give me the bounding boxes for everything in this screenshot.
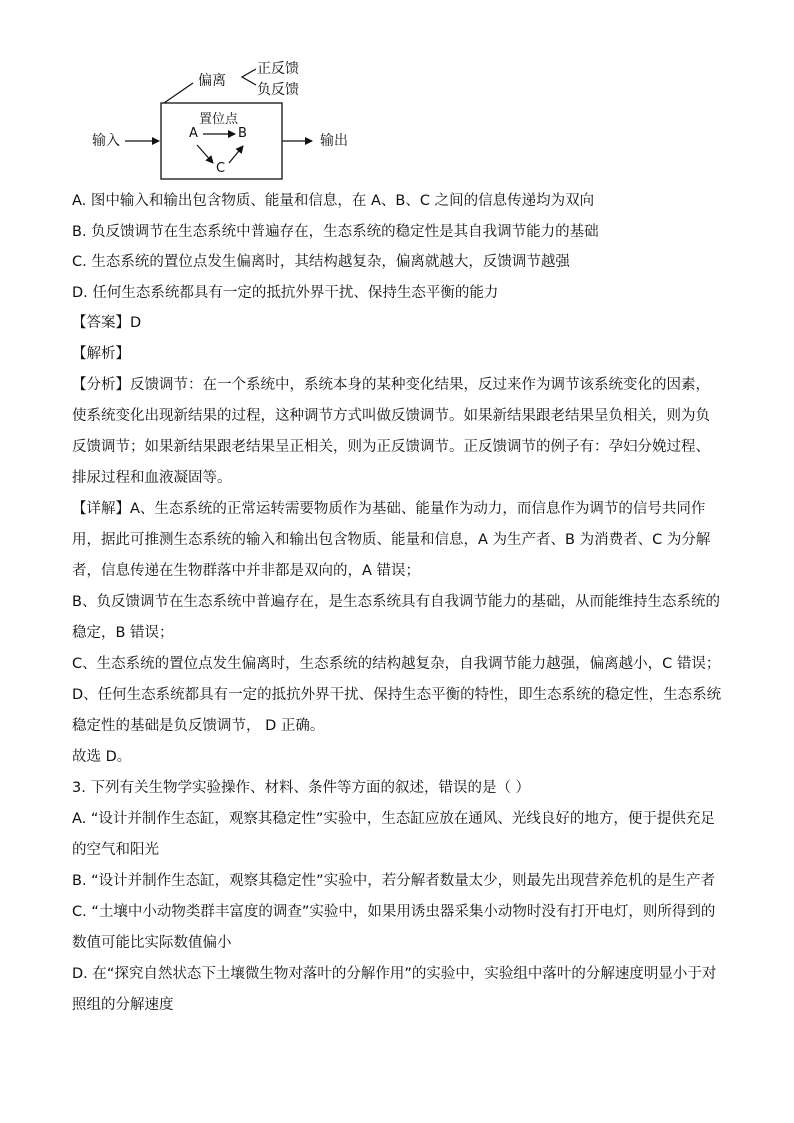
detail-paragraph-b: B、负反馈调节在生态系统中普遍存在，是生态系统具有自我调节能力的基础，从而能维持生态系统的稳定，B 错误； <box>72 593 720 641</box>
answer: 【答案】D <box>72 315 142 332</box>
detail-paragraph-c: C、生态系统的置位点发生偏离时，生态系统的结构越复杂，自我调节能力越强，偏离越小，C 错误； <box>72 655 721 672</box>
q3-option-d: D. 在“探究自然状态下土壤微生物对落叶的分解作用”的实验中，实验组中落叶的分解速度明显小于对照组的分解速度 <box>72 965 717 1013</box>
question-content <box>72 191 722 1026</box>
node-c: C <box>216 161 226 176</box>
detail-paragraph-d: D、任何生态系统都具有一定的抵抗外界干扰、保持生态平衡的特性，即生态系统的稳定性，生态系统稳定性的基础是负反馈调节， D 正确。 <box>72 686 722 734</box>
deviation-branch <box>242 69 256 85</box>
q2-option-c: C. 生态系统的置位点发生偏离时，其结构越复杂，偏离就越大，反馈调节越强 <box>72 254 570 271</box>
analysis-title: 【解析】 <box>72 345 130 362</box>
q3-option-c: C. “土壤中小动物类群丰富度的调查”实验中，如果用诱虫器采集小动物时没有打开电灯，则所得到的数值可能比实际数值偏小 <box>72 903 716 951</box>
feedback-diagram <box>80 55 380 185</box>
node-b: B <box>238 126 247 141</box>
deviation-line <box>164 83 193 103</box>
a-to-c-arrow <box>197 145 213 163</box>
c-to-b-arrow <box>229 146 243 163</box>
analysis-paragraph: 【分析】反馈调节：在一个系统中，系统本身的某种变化结果，反过来作为调节该系统变化的因素，使系统变化出现新结果的过程，这种调节方式叫做反馈调节。如果新结果跟老结果呈负相关，则为负反馈调节；如果新结果跟老结果呈正相关，则为正反馈调节。正反馈调节的例子有：孕妇分娩过程、排尿过程和血液凝固等。 <box>72 376 710 486</box>
detail-paragraph-a: 【详解】A、生态系统的正常运转需要物质作为基础、能量作为动力，而信息作为调节的信号共同作用，据此可推测生态系统的输入和输出包含物质、能量和信息，A 为生产者、B 为消费者、C 为分解者，信息传递在生物群落中并非都是双向的，A 错误； <box>72 500 711 579</box>
q2-option-a: A. 图中输入和输出包含物质、能量和信息，在 A、B、C 之间的信息传递均为双向 <box>72 193 595 209</box>
q3-option-a: A. “设计并制作生态缸，观察其稳定性”实验中，生态缸应放在通风、光线良好的地方，便于提供充足的空气和阳光 <box>72 810 715 858</box>
final-choice: 故选 D。 <box>72 748 132 765</box>
input-label: 输入 <box>92 133 120 149</box>
positive-feedback-label: 正反馈 <box>257 61 299 77</box>
q2-option-b: B. 负反馈调节在生态系统中普遍存在，生态系统的稳定性是其自我调节能力的基础 <box>72 223 599 240</box>
q3-option-b: B. “设计并制作生态缸，观察其稳定性”实验中，若分解者数量太少，则最先出现营养危机的是生产者 <box>72 872 716 889</box>
q3-stem: 3. 下列有关生物学实验操作、材料、条件等方面的叙述，错误的是（ ） <box>72 779 531 796</box>
node-a: A <box>189 126 198 141</box>
negative-feedback-label: 负反馈 <box>257 82 299 98</box>
deviation-label: 偏离 <box>198 73 226 89</box>
output-label: 输出 <box>320 133 348 149</box>
q2-option-d: D. 任何生态系统都具有一定的抵抗外界干扰、保持生态平衡的能力 <box>72 284 499 301</box>
set-point-label: 置位点 <box>199 112 239 127</box>
